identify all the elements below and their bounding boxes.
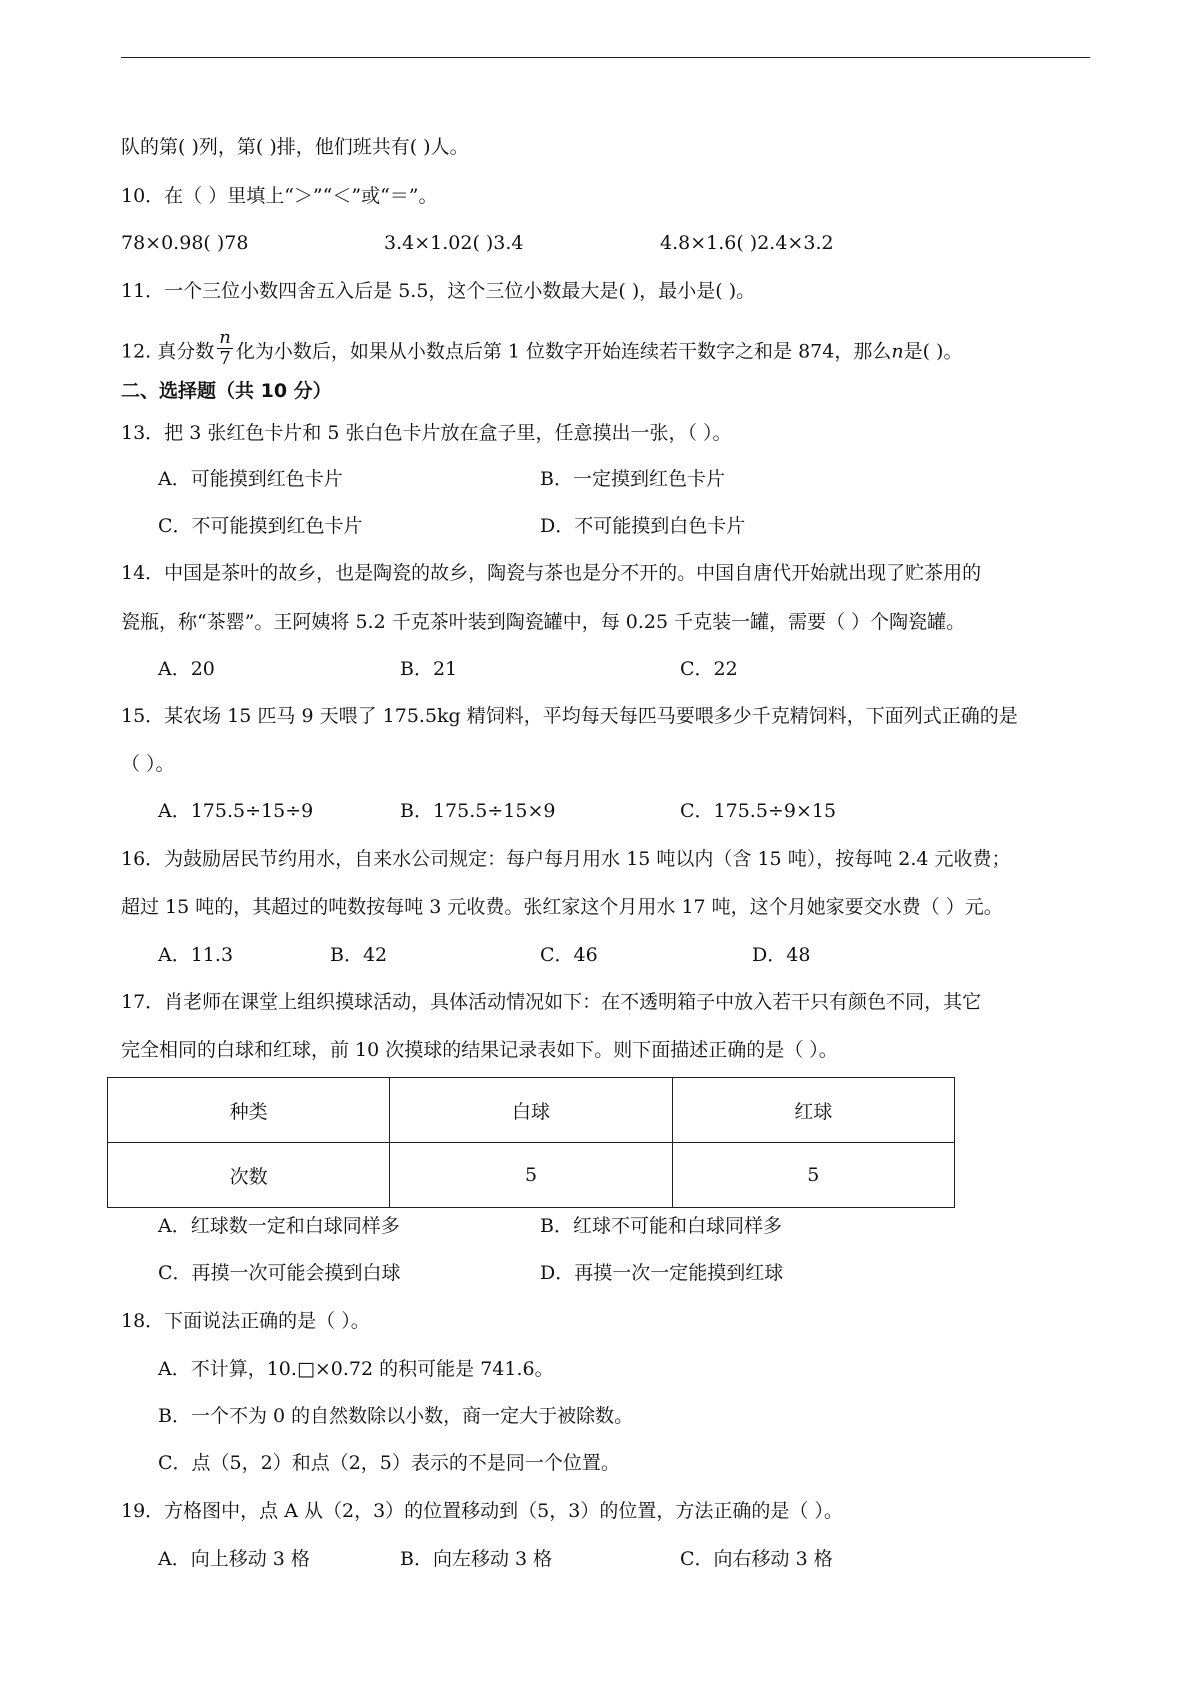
q12-variable: n: [891, 340, 904, 363]
q18-option-c: C．点（5，2）和点（2，5）表示的不是同一个位置。: [158, 1452, 620, 1474]
q17-stem-line2: 完全相同的白球和红球，前 10 次摸球的结果记录表如下。则下面描述正确的是（ ）。: [121, 1039, 838, 1061]
q12-stem: [121, 327, 963, 373]
q10-item-3: 4.8×1.6( )2.4×3.2: [660, 232, 834, 254]
q17-option-c: C．再摸一次可能会摸到白球: [158, 1262, 401, 1284]
q15-option-b: B．175.5÷15×9: [400, 800, 556, 822]
table-cell: 白球: [390, 1078, 672, 1143]
q17-stem-line1: 17．肖老师在课堂上组织摸球活动，具体活动情况如下：在不透明箱子中放入若干只有颜色不同，其它: [121, 991, 982, 1013]
q12-suffix: 是( )。: [903, 340, 963, 363]
fraction-denominator: 7: [219, 348, 231, 369]
fraction-numerator: n: [219, 327, 231, 348]
fraction-n-over-7: [217, 328, 233, 369]
q15-option-c: C．175.5÷9×15: [680, 800, 837, 822]
q19-option-c: C．向右移动 3 格: [680, 1548, 833, 1570]
q16-stem-line2: 超过 15 吨的，其超过的吨数按每吨 3 元收费。张红家这个月用水 17 吨，这个月她家要交水费（ ）元。: [121, 896, 1003, 918]
q10-stem: 10．在（ ）里填上“＞”“＜”或“＝”。: [121, 185, 438, 207]
q10-item-2: 3.4×1.02( )3.4: [384, 232, 524, 254]
q17-option-b: B．红球不可能和白球同样多: [540, 1215, 782, 1237]
table-row: [108, 1143, 955, 1208]
table-header-row: [108, 1078, 955, 1143]
q17-option-a: A．红球数一定和白球同样多: [158, 1215, 400, 1237]
q13-option-c: C．不可能摸到红色卡片: [158, 515, 363, 537]
ball-record-table: [107, 1077, 955, 1208]
q16-option-a: A．11.3: [158, 944, 234, 966]
q12-prefix: 12. 真分数: [121, 340, 215, 363]
q13-option-a: A．可能摸到红色卡片: [158, 468, 343, 490]
q13-option-b: B．一定摸到红色卡片: [540, 468, 725, 490]
q14-stem-line2: 瓷瓶，称“茶罂”。王阿姨将 5.2 千克茶叶装到陶瓷罐中，每 0.25 千克装一罐，需要（ ）个陶瓷罐。: [121, 611, 966, 633]
q18-stem: 18．下面说法正确的是（ ）。: [121, 1310, 370, 1332]
q19-option-b: B．向左移动 3 格: [400, 1548, 553, 1570]
q11-stem: 11．一个三位小数四舍五入后是 5.5，这个三位小数最大是( )，最小是( )。: [121, 280, 756, 302]
table-cell: 5: [390, 1143, 672, 1208]
q16-option-d: D．48: [752, 944, 811, 966]
table-cell: 5: [672, 1143, 954, 1208]
q19-stem: 19．方格图中，点 A 从（2，3）的位置移动到（5，3）的位置，方法正确的是（ ）。: [121, 1500, 843, 1522]
q13-stem: 13．把 3 张红色卡片和 5 张白色卡片放在盒子里，任意摸出一张，（ ）。: [121, 422, 732, 444]
q16-stem-line1: 16．为鼓励居民节约用水，自来水公司规定：每户每月用水 15 吨以内（含 15 吨），按每吨 2.4 元收费；: [121, 848, 1011, 870]
q18-option-b: B．一个不为 0 的自然数除以小数，商一定大于被除数。: [158, 1405, 634, 1427]
q14-option-a: A．20: [158, 658, 215, 680]
table-cell: 种类: [108, 1078, 390, 1143]
q16-option-b: B．42: [330, 944, 388, 966]
header-rule: [121, 57, 1090, 58]
table-cell: 次数: [108, 1143, 390, 1208]
q15-stem-line1: 15．某农场 15 匹马 9 天喂了 175.5kg 精饲料，平均每天每匹马要喂多少千克精饲料，下面列式正确的是: [121, 705, 1018, 727]
q16-option-c: C．46: [540, 944, 598, 966]
q19-option-a: A．向上移动 3 格: [158, 1548, 310, 1570]
table-cell: 红球: [672, 1078, 954, 1143]
q9-continuation: 队的第( )列，第( )排，他们班共有( )人。: [121, 136, 469, 158]
q13-option-d: D．不可能摸到白色卡片: [540, 515, 746, 537]
q12-middle: 化为小数后，如果从小数点后第 1 位数字开始连续若干数字之和是 874，那么: [235, 340, 892, 363]
section-heading-choice: 二、选择题（共 10 分）: [121, 380, 332, 402]
q14-option-b: B．21: [400, 658, 458, 680]
q10-item-1: 78×0.98( )78: [121, 232, 249, 254]
q14-stem-line1: 14．中国是茶叶的故乡，也是陶瓷的故乡，陶瓷与茶也是分不开的。中国自唐代开始就出现了贮茶用的: [121, 562, 982, 584]
q15-stem-line2: （ ）。: [121, 753, 175, 775]
q14-option-c: C．22: [680, 658, 738, 680]
q18-option-a: A．不计算，10.□×0.72 的积可能是 741.6。: [158, 1358, 554, 1380]
q17-option-d: D．再摸一次一定能摸到红球: [540, 1262, 784, 1284]
q15-option-a: A．175.5÷15÷9: [158, 800, 314, 822]
